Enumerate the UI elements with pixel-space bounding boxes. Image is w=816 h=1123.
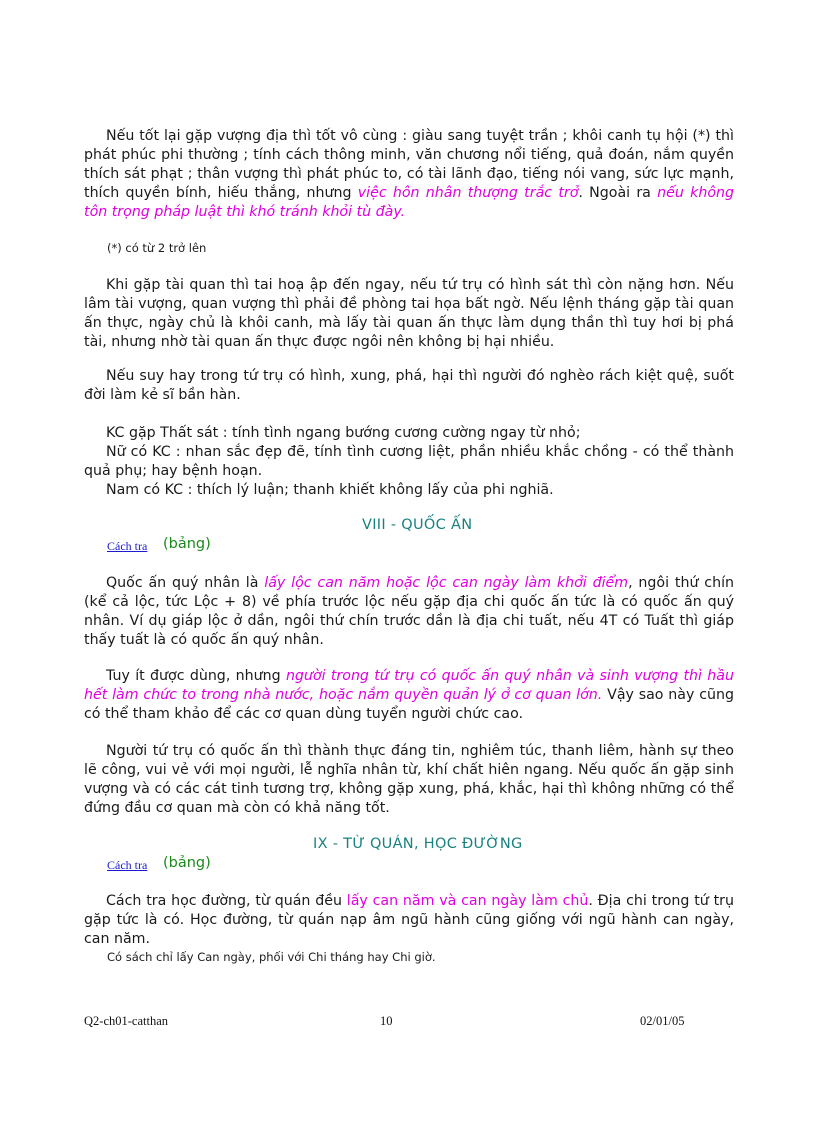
section-9-lookup-link[interactable]: Cách tra (107, 858, 148, 872)
s8p2-text-c: Vậy sao này cũng có thể tham khảo để các cơ quan dùng tuyển người chức cao. (84, 687, 734, 722)
s9p1-text-a: Cách tra học đường, từ quán đều (106, 893, 347, 909)
s8p1-text-c: , ngôi thứ chín (kể cả lộc, tức Lộc + 8) về phía trước lộc nếu gặp địa chi quốc ấn tức là có quốc ấn quý nhân. Ví dụ giáp lộc ở dần, ngôi thứ chín trước dần là địa chi tuất, nếu 4T có Tuất thì giáp thấy tuất là có quốc ấn quý nhân. (84, 575, 735, 648)
kc-line-2: Nữ có KC : nhan sắc đẹp đẽ, tính tình cương liệt, phần nhiều khắc chồng - có thể thành quả phụ; hay bệnh hoạn. (84, 444, 734, 479)
section-8-table-label: (bảng) (163, 536, 211, 552)
s9p1-text-c: . Địa chi trong tứ trụ gặp tức là có. Học đường, từ quán nạp âm ngũ hành cũng giống với ngũ hành can ngày, can năm. (84, 893, 734, 947)
paragraph-1 (84, 127, 734, 222)
s8p1-text-a: Quốc ấn quý nhân là (106, 575, 265, 591)
footer-filename: Q2-ch01-catthan (84, 1014, 168, 1028)
s8p2-text-a: Tuy ít được dùng, nhưng (106, 668, 286, 684)
paragraph-3: Nếu suy hay trong tứ trụ có hình, xung, phá, hại thì người đó nghèo rách kiệt quệ, suốt đời làm kẻ sĩ bần hàn. (84, 368, 734, 403)
section-8-paragraph-1 (84, 574, 734, 650)
footer-date: 02/01/05 (640, 1014, 685, 1028)
kc-line-3: Nam có KC : thích lý luận; thanh khiết không lấy của phi nghiã. (106, 482, 554, 498)
section-8-paragraph-2 (84, 667, 734, 724)
section-9-note: Có sách chỉ lấy Can ngày, phối với Chi tháng hay Chi giờ. (107, 950, 436, 964)
p1-text-a: Nếu tốt lại gặp vượng địa thì tốt vô cùng : giàu sang tuyệt trần ; khôi canh tụ hội (*) thì phát phúc phi thường ; tính cách thông minh, văn chương nổi tiếng, quả đoán, nắm quyền thích sát phạt ; thân vượng thì phát phúc to, có tài lãnh đạo, tiếng nói vang, sức lực mạnh, thích quyền bính, hiếu thắng, nhưng (84, 128, 734, 201)
section-8-title: VIII - QUỐC ẤN (362, 517, 473, 533)
s8p2-highlight: người trong tứ trụ có quốc ấn quý nhân và sinh vượng thì hầu hết làm chức to trong nhà nước, hoặc nắm quyền quản lý ở cơ quan lớn. (84, 668, 734, 703)
section-8-paragraph-3: Người tứ trụ có quốc ấn thì thành thực đáng tin, nghiêm túc, thanh liêm, hành sự theo lẽ công, vui vẻ với mọi người, lễ nghĩa nhân từ, khí chất hiên ngang. Nếu quốc ấn gặp sinh vượng và có các cát tinh tương trợ, không gặp xung, phá, khắc, hại thì không những có thể đứng đầu cơ quan mà còn có khả năng tốt. (84, 743, 734, 816)
p1-text-c: . Ngoài ra (578, 185, 658, 201)
section-8-lookup-link[interactable]: Cách tra (107, 539, 148, 553)
section-9-table-label: (bảng) (163, 855, 211, 871)
kc-list (84, 424, 734, 500)
p1-highlight-2: nếu không tôn trọng pháp luật thì khó tránh khỏi tù đày. (84, 185, 734, 220)
s9p1-highlight: lấy can năm và can ngày làm chủ (346, 893, 589, 909)
paragraph-2: Khi gặp tài quan thì tai hoạ ập đến ngay, nếu tứ trụ có hình sát thì còn nặng hơn. Nếu lâm tài vượng, quan vượng thì phải đề phòng tai họa bất ngờ. Nếu lệnh tháng gặp tài quan ấn thực, ngày chủ là khôi canh, mà lấy tài quan ấn thực làm dụng thần thì tuy hơi bị phá tài, nhưng nhờ tài quan ấn thực được ngôi nên không bị hại nhiều. (84, 277, 734, 350)
footer-page-number: 10 (380, 1014, 393, 1028)
kc-line-1: KC gặp Thất sát : tính tình ngang bướng cương cường ngay từ nhỏ; (106, 425, 581, 441)
p1-highlight-1: việc hôn nhân thượng trắc trở (357, 185, 579, 201)
section-9-paragraph-1 (84, 892, 734, 949)
footnote: (*) có từ 2 trở lên (107, 241, 207, 255)
section-9-title: IX - TỪ QUÁN, HỌC ĐƯỜNG (313, 836, 523, 852)
s8p1-highlight: lấy lộc can năm hoặc lộc can ngày làm khởi điểm (264, 575, 629, 591)
